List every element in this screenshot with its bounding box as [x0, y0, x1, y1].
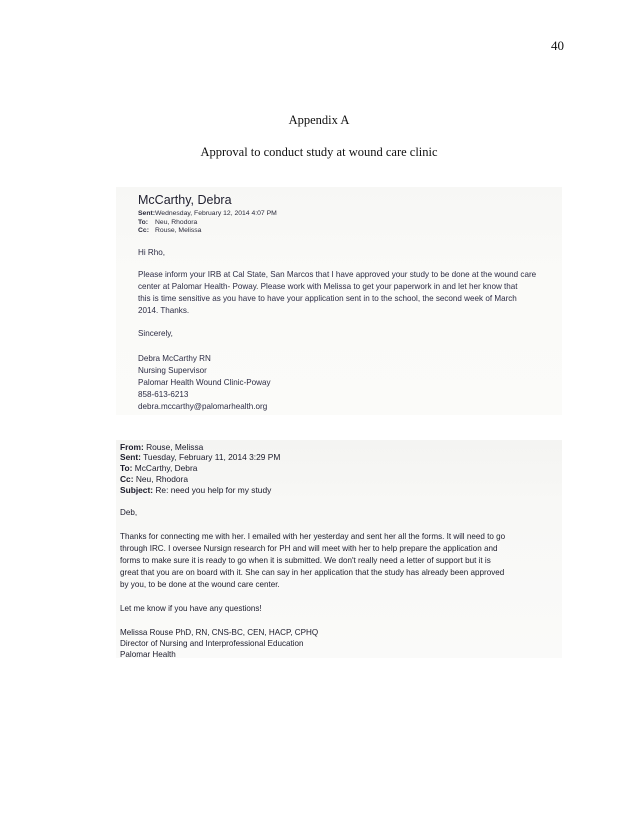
signature-line: 858-613-6213: [138, 390, 189, 399]
email-cc-line: Cc: Rouse, Melissa: [138, 227, 202, 234]
email-body-line: this is time sensitive as you have to have your application sent in to the school, the second week of March: [138, 294, 517, 303]
email-body-line: by you, to be done at the wound care center.: [120, 580, 280, 589]
email-body-line: 2014. Thanks.: [138, 306, 190, 315]
scanned-email-approval: [116, 187, 562, 415]
email-body-line: Thanks for connecting me with her. I emailed with her yesterday and sent her all the forms. It will need to go: [120, 532, 506, 541]
signature-line: Melissa Rouse PhD, RN, CNS-BC, CEN, HACP, CPHQ: [120, 628, 319, 637]
email-closing: Let me know if you have any questions!: [120, 604, 262, 613]
email-sent-line: Sent: Tuesday, February 11, 2014 3:29 PM: [120, 452, 281, 462]
email-subject-line: Subject: Re: need you help for my study: [120, 485, 272, 495]
email-to-line: To: McCarthy, Debra: [120, 463, 198, 473]
email-greeting: Deb,: [120, 508, 138, 517]
email-cc-line: Cc: Neu, Rhodora: [120, 474, 188, 484]
signature-line: Palomar Health: [120, 650, 176, 659]
email-body-line: through IRC. I oversee Nursign research for PH and will meet with her to help prepare the application and: [120, 544, 498, 553]
signature-line: Director of Nursing and Interprofessional Education: [120, 639, 304, 648]
email-body-line: forms to make sure it is ready to go when it is submitted. We don't really need a letter of support but it is: [120, 556, 491, 565]
email-closing: Sincerely,: [138, 329, 173, 338]
email-from-line: From: Rouse, Melissa: [120, 442, 204, 452]
signature-line: Palomar Health Wound Clinic-Poway: [138, 378, 271, 387]
email-greeting: Hi Rho,: [138, 248, 165, 257]
signature-email-line: debra.mccarthy@palomarhealth.org: [138, 402, 268, 411]
signature-line: Debra McCarthy RN: [138, 354, 211, 363]
email-body-line: great that you are on board with it. She can say in her application that the study has already been approved: [120, 568, 505, 577]
email-body-line: center at Palomar Health- Poway. Please work with Melissa to get your paperwork in and let her know that: [138, 282, 518, 291]
scanned-email-request: [116, 440, 562, 658]
email-sent-line: Sent:Wednesday, February 12, 2014 4:07 PM: [138, 210, 277, 217]
email-body-line: Please inform your IRB at Cal State, San Marcos that I have approved your study to be done at the wound care: [138, 270, 537, 279]
page-number: 40: [551, 38, 564, 53]
appendix-title: Appendix A: [288, 113, 350, 127]
email-sender-name: McCarthy, Debra: [138, 193, 232, 207]
email-to-line: To: Neu, Rhodora: [138, 219, 198, 226]
appendix-subtitle: Approval to conduct study at wound care clinic: [200, 145, 438, 159]
signature-line: Nursing Supervisor: [138, 366, 207, 375]
